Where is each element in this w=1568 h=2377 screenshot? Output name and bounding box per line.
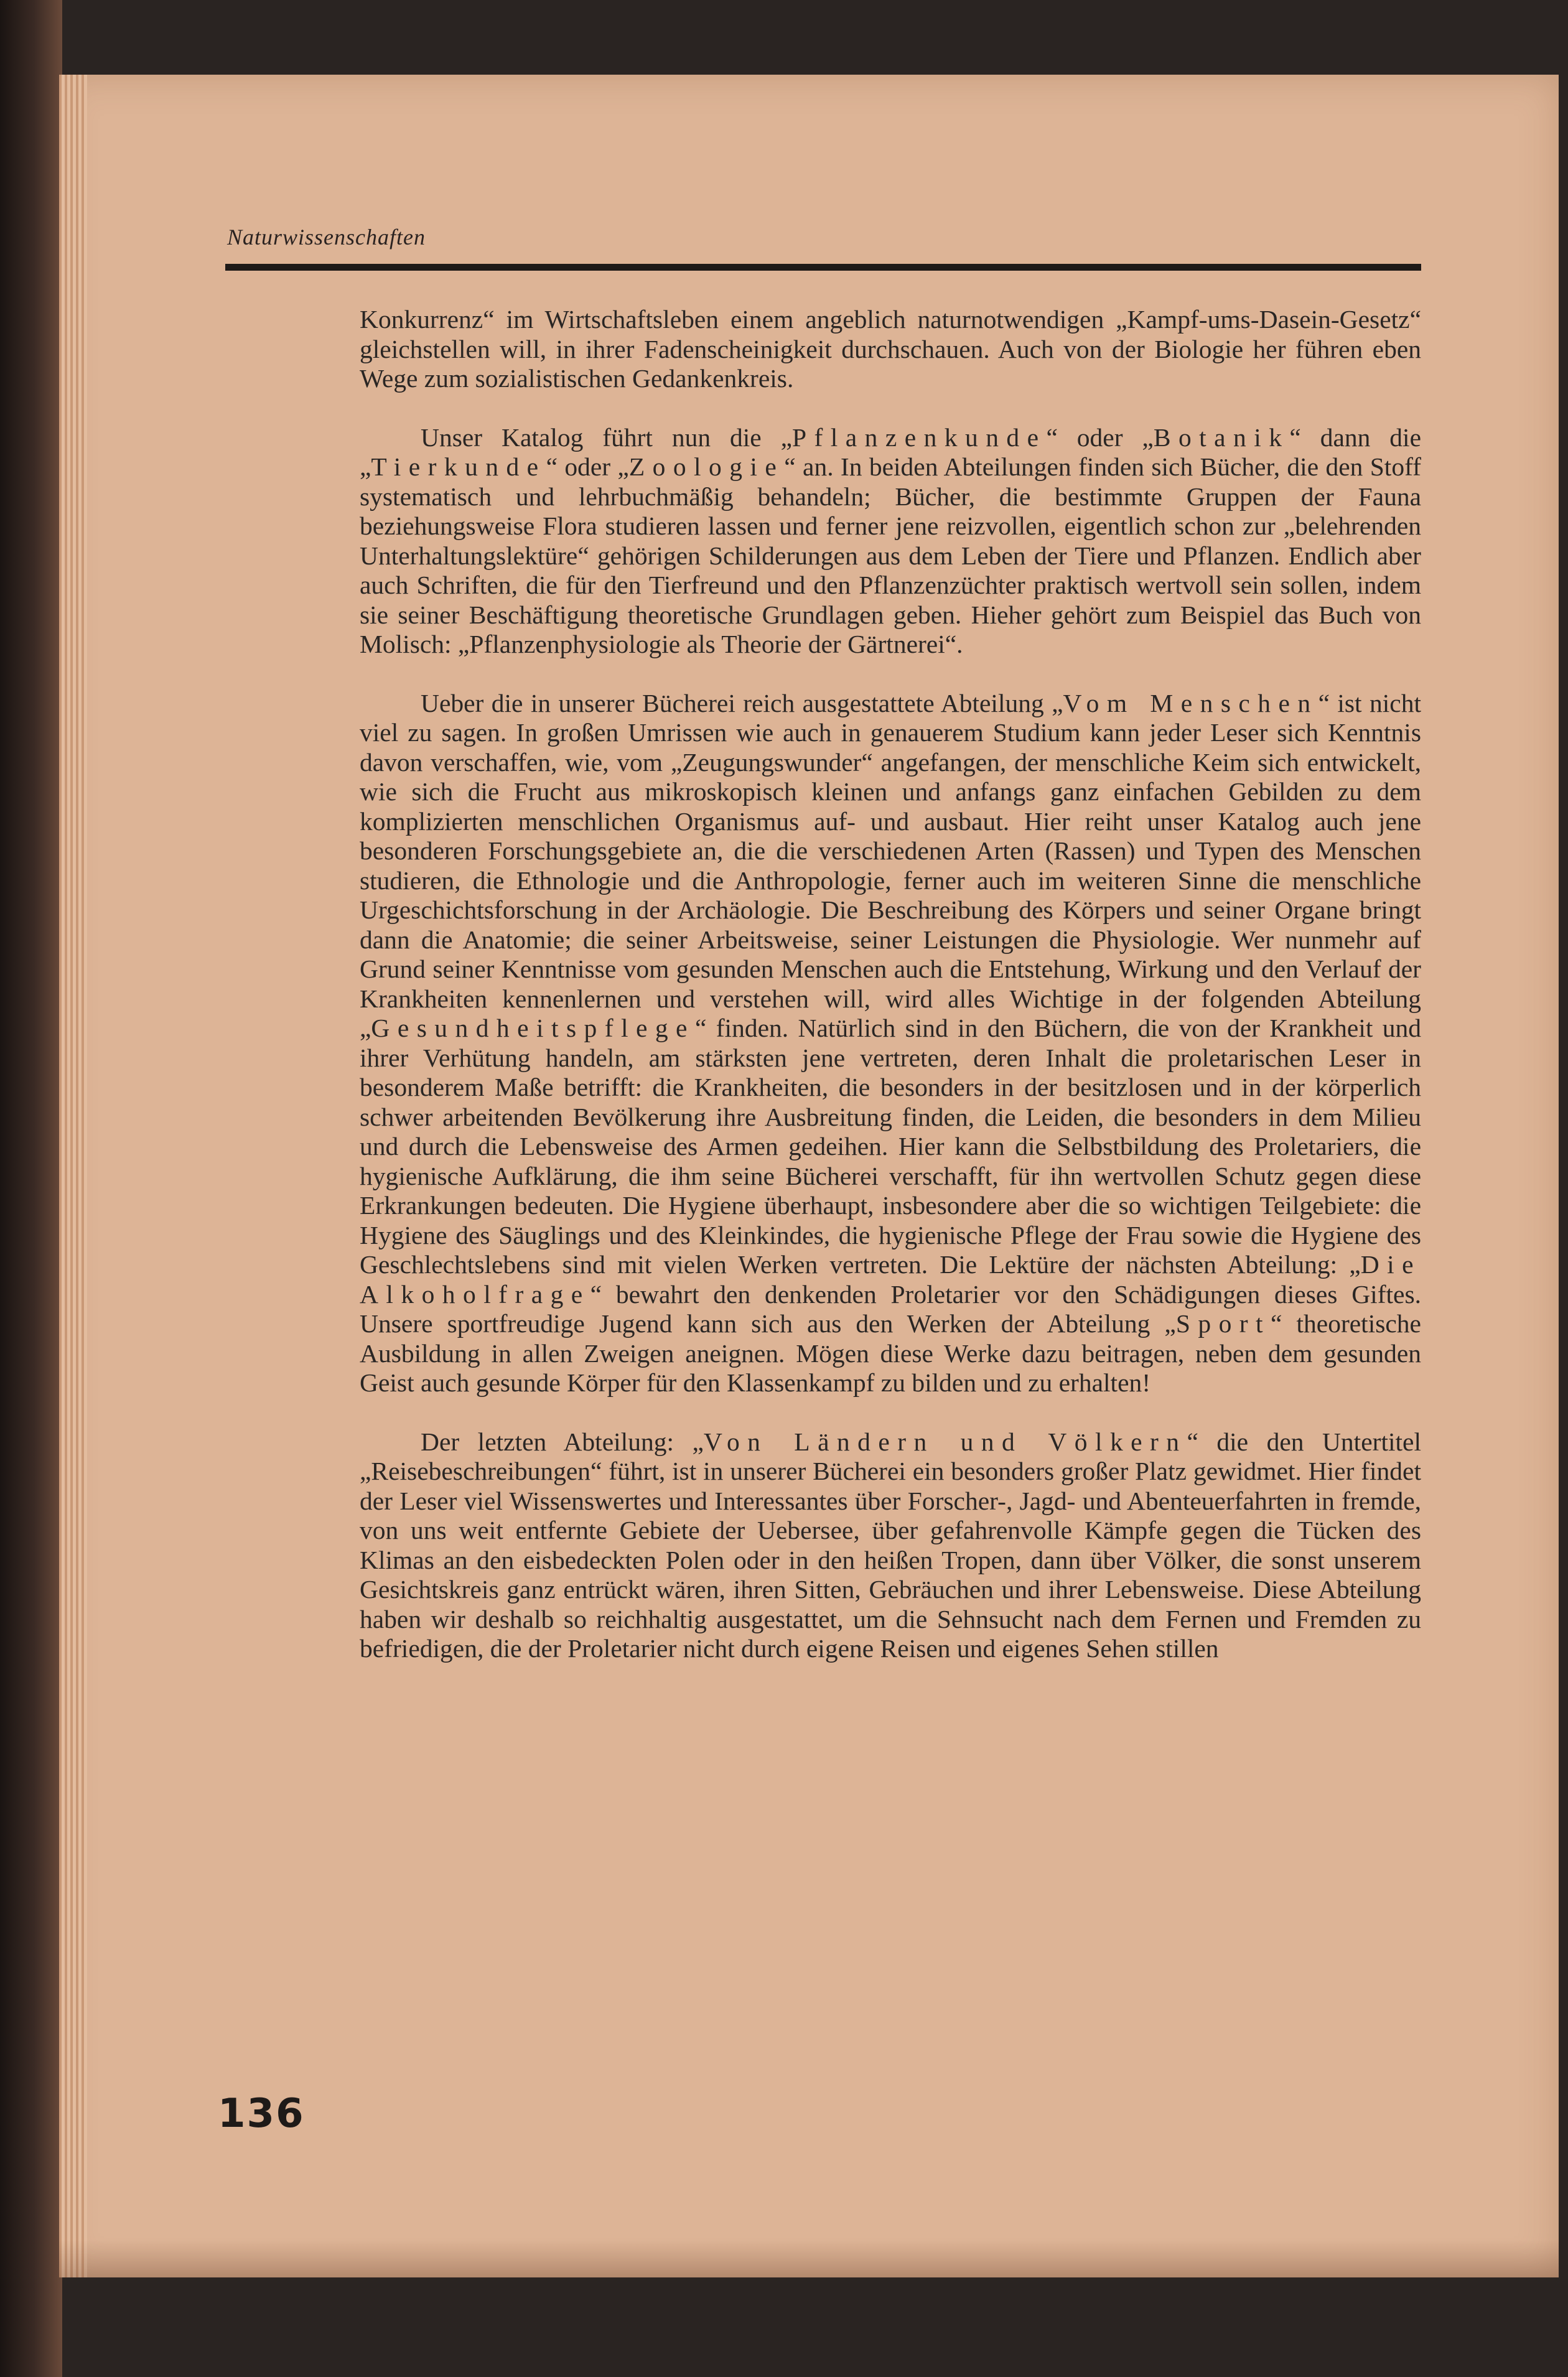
text-run: “ finden. Natürlich sind in den Büchern, die von der Krankheit und ihrer Verhütung handeln, am stärksten jene vertreten, deren Inhalt die proletarischen Leser in besonderem Maße betrifft: die Krankheiten, die besonders in der besitzlosen und in der körperlich schwer arbeitenden Bevölkerung ihre Ausbreitung finden, die Leiden, die besonders in dem Milieu und durch die Lebensweise des Armen gedeihen. Hier kann die Selbstbildung des Proletariers, die hygienische Aufklärung, die ihm seine Bücherei verschafft, für ihn wertvollen Schutz gegen diese Erkrankungen bedeuten. Die Hygiene überhaupt, insbesondere aber die so wichtigen Teilgebiete: die Hygiene des Säuglings und des Kleinkindes, die hygienische Pflege der Frau sowie die Hygiene des Geschlechtslebens sind mit vielen Werken vertreten. Die Lektüre der nächsten Abteilung: „: [360, 1014, 1421, 1279]
running-head: Naturwissenschaften: [227, 225, 426, 250]
text-run: “ oder „: [546, 452, 629, 481]
paragraph: [360, 305, 1421, 394]
paragraph: [360, 689, 1421, 1398]
spaced-term: Zoologie: [628, 452, 785, 481]
paragraph: [360, 1427, 1421, 1664]
header-rule: [225, 264, 1421, 271]
spaced-term: Die Alkoholfrage: [360, 1250, 1421, 1309]
text-run: “ oder „: [1046, 423, 1154, 452]
paragraph: [360, 423, 1421, 660]
spaced-term: Botanik: [1153, 423, 1290, 452]
text-run: “ dann die „: [360, 423, 1421, 481]
text-run: “ an. In beiden Abteilungen finden sich Bücher, die den Stoff systematisch und lehrbuchmäßig behandeln; Bücher, die bestimmte Gruppen der Fauna beziehungsweise Flora studieren lassen und ferner jene reizvollen, eigentlich schon zur „belehrenden Unterhaltungslektüre“ gehörigen Schilderungen aus dem Leben der Tiere und Pflanzen. Endlich aber auch Schriften, die für den Tierfreund und den Pflanzenzüchter praktisch wertvoll sein sollen, indem sie seiner Beschäftigung theoretische Grundlagen geben. Hieher gehört zum Beispiel das Buch von Molisch: „Pflanzenphysiologie als Theorie der Gärtnerei“.: [360, 452, 1421, 658]
spaced-term: Gesundheitspflege: [371, 1014, 695, 1042]
text-run: “ ist nicht viel zu sagen. In großen Umrissen wie auch in genauerem Studium kann jeder Leser sich Kenntnis davon verschaffen, wie, vom „Zeugungswunder“ angefangen, der menschliche Keim sich entwickelt, wie sich die Frucht aus mikroskopisch kleinen und anfangs ganz einfachen Gebilden zu dem komplizierten menschlichen Organismus auf- und ausbaut. Hier reiht unser Katalog auch jene besonderen Forschungsgebiete an, die die verschiedenen Arten (Rassen) und Typen des Menschen studieren, die Ethnologie und die Anthropologie, ferner auch im weiteren Sinne die menschliche Urgeschichtsforschung in der Archäologie. Die Beschreibung des Körpers und seiner Organe bringt dann die Anatomie; die seiner Arbeitsweise, seiner Leistungen die Physiologie. Wer nunmehr auf Grund seiner Kenntnisse vom gesunden Menschen auch die Entstehung, Wirkung und den Verlauf der Krankheiten kennenlernen und verstehen will, wird alles Wichtige in der folgenden Abteilung „: [360, 688, 1421, 1042]
book-cover-edge: [0, 0, 62, 2377]
spaced-term: Tierkunde: [371, 452, 546, 481]
page-leaves-edge: [59, 75, 87, 2277]
text-run: Ueber die in unserer Bücherei reich ausgestattete Abteilung „: [421, 688, 1063, 717]
text-run: “ die den Untertitel „Reisebeschreibungen“ führt, ist in unserer Bücherei ein besonders großer Platz gewidmet. Hier findet der Leser viel Wissenswertes und Interessantes über Forscher-, Jagd- und Abenteuerfahrten in fremde, von uns weit entfernte Gebiete der Uebersee, über gefahrenvolle Kämpfe gegen die Tücken des Klimas an den eisbedeckten Polen oder in den heißen Tropen, dann über Völker, die sonst unserem Gesichtskreis ganz entrückt wären, ihren Sitten, Gebräuchen und ihrer Lebensweise. Diese Abteilung haben wir deshalb so reichhaltig ausgestattet, um die Sehnsucht nach dem Fernen und Fremden zu befriedigen, die der Proletarier nicht durch eigene Reisen und eigenes Sehen stillen: [360, 1427, 1421, 1663]
body-text: [360, 305, 1421, 1664]
text-run: Unser Katalog führt nun die „: [421, 423, 792, 452]
spaced-term: Sport: [1175, 1309, 1271, 1338]
page-number: 136: [218, 2091, 305, 2137]
page-shadow: [59, 2240, 1559, 2277]
text-run: “ bewahrt den denkenden Proletarier vor den Schädigungen dieses Giftes. Unsere sportfreudige Jugend kann sich aus den Werken der Abteilung „: [360, 1279, 1421, 1338]
text-run: “ theoretische Ausbildung in allen Zweigen aneignen. Mögen diese Werke dazu beitragen, neben dem gesunden Geist auch gesunde Körper für den Klassenkampf zu bilden und zu erhalten!: [360, 1309, 1421, 1397]
text-run: Konkurrenz“ im Wirtschaftsleben einem angeblich naturnotwendigen „Kampf-ums-Dasein-Gesetz“ gleichstellen will, in ihrer Fadenscheinigkeit durchschauen. Auch von der Biologie her führen eben Wege zum sozialistischen Gedankenkreis.: [360, 305, 1421, 393]
spaced-term: Vom Menschen: [1063, 688, 1318, 717]
spaced-term: Von Ländern und Völkern: [703, 1427, 1187, 1456]
spaced-term: Pflanzenkunde: [792, 423, 1047, 452]
text-run: Der letzten Abteilung: „: [421, 1427, 704, 1456]
